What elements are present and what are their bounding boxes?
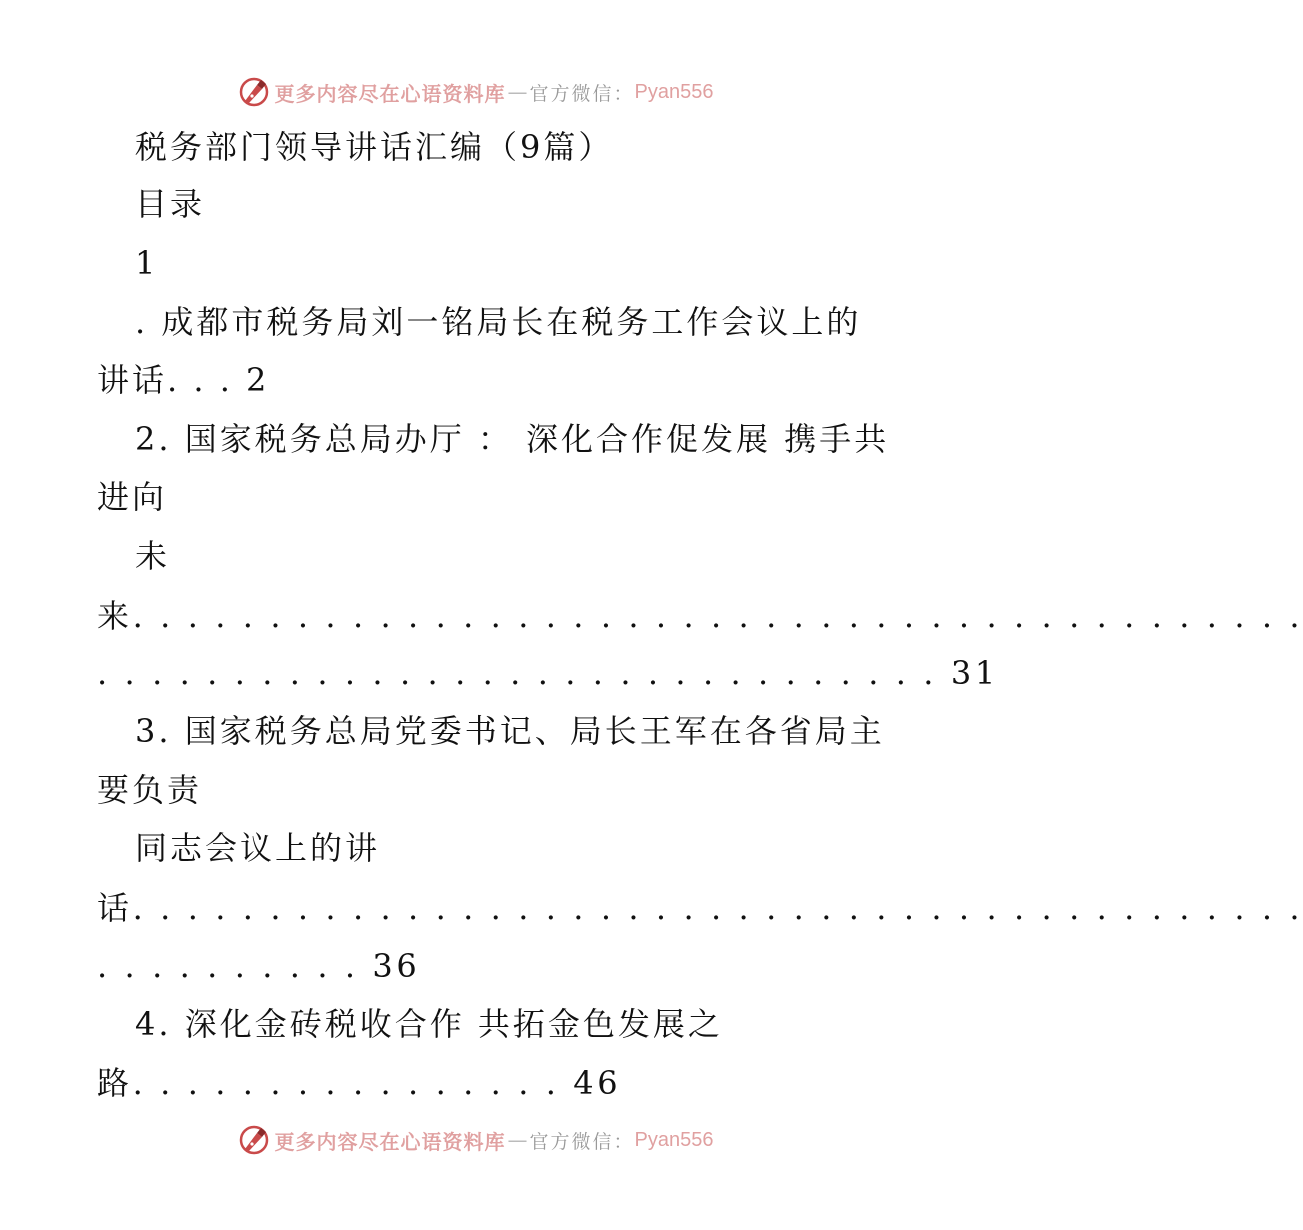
watermark-dash: —: [507, 1128, 528, 1152]
watermark-wechat-label: 官方微信：: [529, 1130, 635, 1153]
watermark-dash: —: [507, 80, 528, 104]
document-title: 税务部门领导讲话汇编（9篇）: [135, 128, 614, 166]
toc-line: . . . . . . . . . . . . . . . . . . . . . . . . . . . . . . . 31: [97, 654, 999, 692]
toc-line: 进向: [97, 478, 168, 516]
toc-line: 话. . . . . . . . . . . . . . . . . . . . . . . . . . . . . . . . . . . . . . . . . . .: [97, 889, 1303, 927]
watermark-banner-top: [0, 72, 950, 112]
toc-line: 路. . . . . . . . . . . . . . . . 46: [97, 1064, 622, 1102]
watermark-text: 更多内容尽在心语资料库: [274, 1129, 506, 1154]
toc-line: 讲话. . . 2: [97, 361, 270, 399]
toc-line: 未: [135, 537, 171, 575]
toc-line: . . . . . . . . . . 36: [97, 947, 421, 985]
toc-line: 来. . . . . . . . . . . . . . . . . . . . . . . . . . . . . . . . . . . . . . . . . . .: [97, 597, 1303, 635]
pen-nib-icon: [237, 75, 271, 109]
watermark-text: 更多内容尽在心语资料库: [274, 81, 506, 106]
toc-line: . 成都市税务局刘一铭局长在税务工作会议上的: [135, 303, 862, 341]
toc-line: 要负责: [97, 771, 203, 809]
watermark-banner-bottom: [0, 1120, 950, 1160]
watermark-wechat-id: Pyan556: [634, 80, 714, 103]
pen-nib-icon: [237, 1123, 271, 1157]
toc-line: 1: [135, 244, 159, 282]
toc-line: 同志会议上的讲: [135, 829, 381, 867]
toc-line: 2. 国家税务总局办厅 ： 深化合作促发展 携手共: [135, 420, 890, 458]
watermark-wechat-label: 官方微信：: [529, 82, 635, 105]
toc-line: 4. 深化金砖税收合作 共拓金色发展之: [135, 1005, 723, 1043]
toc-line: 3. 国家税务总局党委书记、局长王军在各省局主: [135, 712, 885, 750]
toc-heading: 目录: [135, 185, 206, 223]
watermark-wechat-id: Pyan556: [634, 1128, 714, 1151]
